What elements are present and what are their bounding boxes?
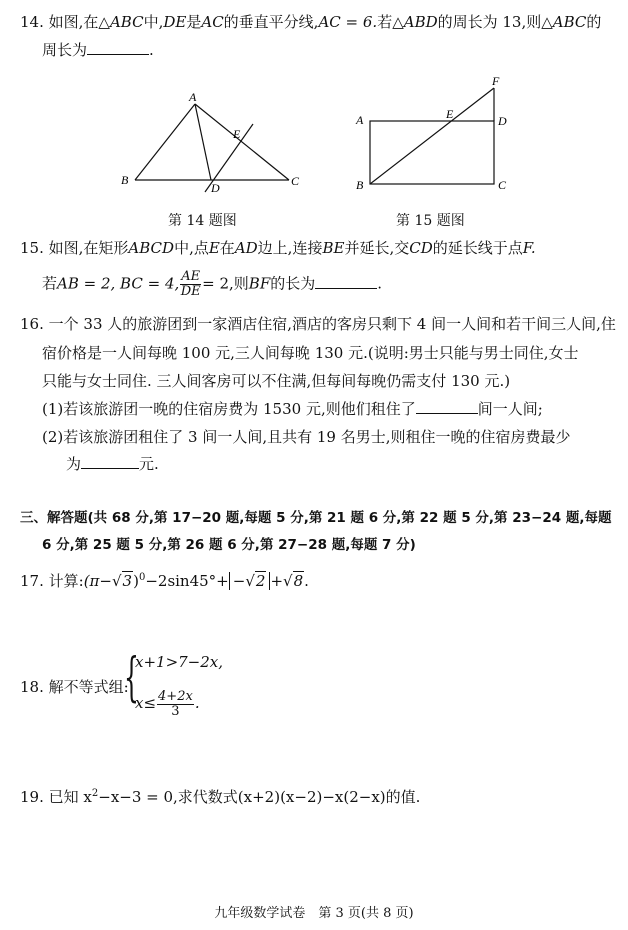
fraction-ae-de: $\frac{AE}{DE}$ [180, 269, 201, 299]
seg-bf [370, 88, 494, 184]
label-e: E [446, 107, 454, 121]
q16-line1: 16. 一个 33 人的旅游团到一家酒店住宿,酒店的客房只剩下 4 间一人间和若干间三人间,住 [20, 315, 616, 333]
seg-ab [135, 104, 195, 180]
rect-abcd [370, 121, 494, 184]
q17: 17. 计算$:(\pi-√3)^0-2\sin 45^\circ+ -√2 +√8$. [20, 572, 309, 590]
q16-sub1: (1)若该旅游团一晚的住宿房费为 1530 元,则他们租住了 间一人间; [42, 400, 543, 418]
q18-ineq1: x+1>7−2x, [135, 653, 224, 671]
q14-line1: 14. 如图,在△ABC中,DE是AC的垂直平分线,AC = 6.若△ABD的周长为 13,则△ABC的 [20, 13, 602, 31]
system-brace: { [124, 648, 139, 708]
label-b: B [121, 173, 129, 187]
q16-2-answer-blank[interactable] [81, 454, 139, 469]
q15-answer-blank[interactable] [315, 274, 377, 289]
caption-15: 第 15 题图 [396, 213, 465, 229]
q15-line1: 15. 如图,在矩形ABCD中,点E在AD边上,连接BE并延长,交CD的延长线于点F. [20, 239, 536, 257]
label-b: B [356, 178, 364, 192]
absolute-value: −√2 [229, 572, 271, 590]
q16-sub2-cont: 为 元. [66, 455, 159, 473]
q14-line2: 周长为 . [42, 41, 154, 59]
label-d: D [498, 114, 507, 128]
label-d: D [211, 181, 220, 195]
label-e: E [233, 127, 241, 141]
q14-number: 14. [20, 13, 44, 31]
label-a: A [356, 113, 364, 127]
section-3-heading-cont: 6 分,第 25 题 5 分,第 26 题 6 分,第 27−28 题,每题 7 分) [42, 537, 416, 553]
q16-sub2: (2)若该旅游团租住了 3 间一人间,且共有 19 名男士,则租住一晚的住宿房费最少 [42, 428, 571, 446]
page-footer: 九年级数学试卷 第 3 页(共 8 页) [214, 906, 414, 921]
caption-14: 第 14 题图 [168, 213, 237, 229]
q16-line3: 只能与女士同住. 三人间客房可以不住满,但每间每晚仍需支付 130 元.) [42, 372, 511, 390]
q14-answer-blank[interactable] [87, 40, 149, 55]
q15-line2: 若AB = 2, BC = 4, $\frac{AE}{DE}$ = 2,则BF的长为 . [42, 269, 383, 299]
fraction-4-2x-over-3: $\frac{4+2x}{3}$ [158, 688, 193, 719]
q18-ineq2: x≤ $\frac{4+2x}{3}$ . [135, 688, 200, 719]
q16-1-answer-blank[interactable] [416, 399, 478, 414]
section-3-heading: 三、解答题(共 68 分,第 17−20 题,每题 5 分,第 21 题 6 分,第 22 题 5 分,第 23−24 题,每题 [20, 510, 612, 526]
label-c: C [291, 174, 300, 188]
figure-14 [115, 90, 305, 200]
q18-label: 18. 解不等式组: [20, 678, 129, 696]
q16-line2: 宿价格是一人间每晚 100 元,三人间每晚 130 元.(说明:男士只能与男士同住,女士 [42, 344, 579, 362]
figure-15 [350, 72, 520, 200]
q19: 19. 已知 $x^2-x-3 = 0$,求代数式(x+2)(x−2)−x(2−x)的值. [20, 788, 421, 806]
label-c: C [498, 178, 507, 192]
label-a: A [189, 90, 197, 104]
label-f: F [492, 74, 500, 88]
